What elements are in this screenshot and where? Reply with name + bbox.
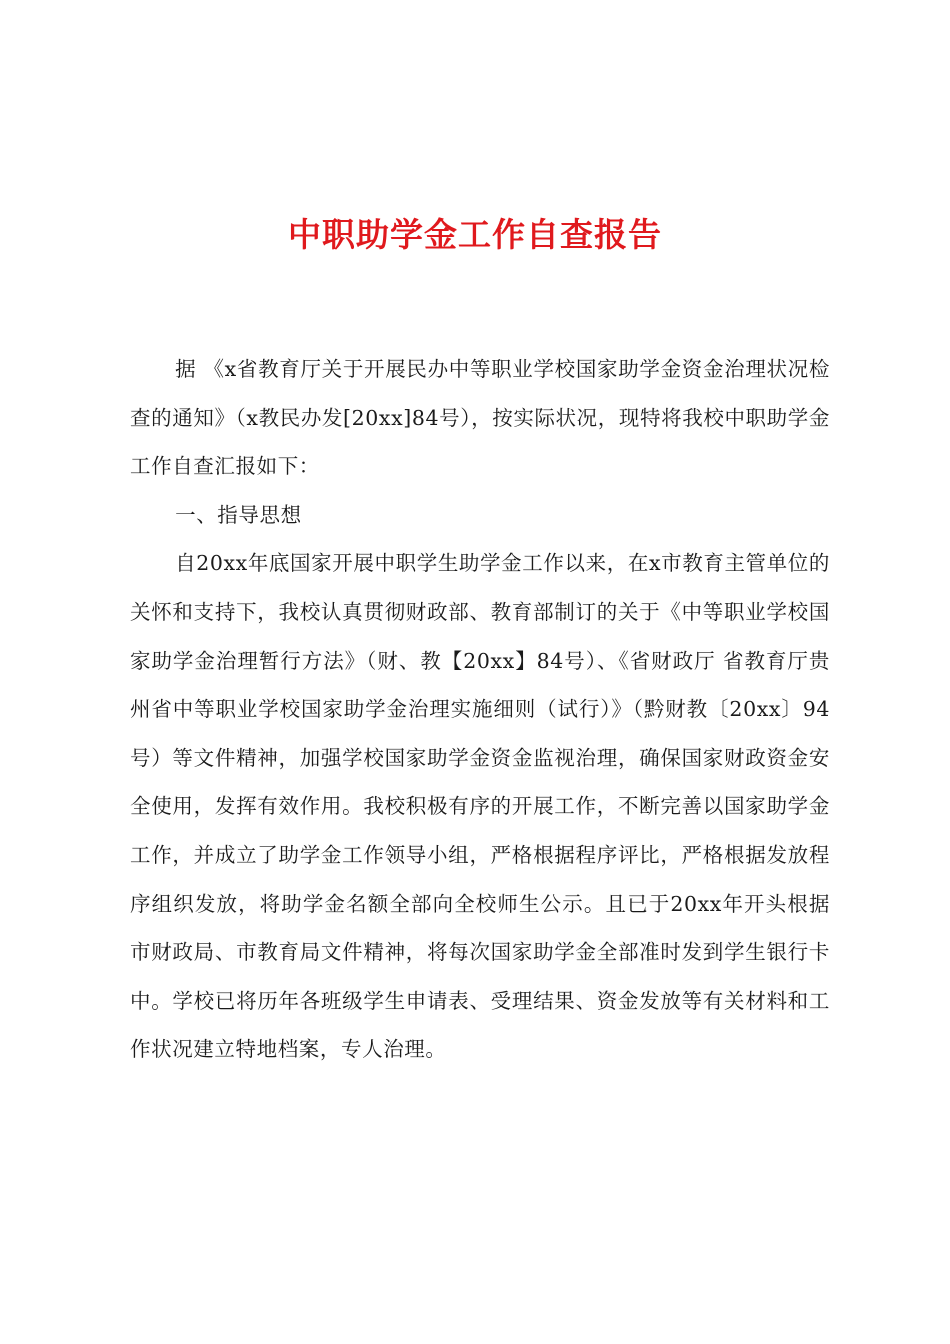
paragraph-intro: 据 《x省教育厅关于开展民办中等职业学校国家助学金资金治理状况检查的通知》（x教民办发[20xx]84号），按实际状况，现特将我校中职助学金工作自查汇报如下： bbox=[130, 357, 830, 479]
section-heading-guiding-thought: 一、指导思想 bbox=[175, 502, 302, 527]
document-body bbox=[130, 345, 830, 1074]
document-title: 中职助学金工作自查报告 bbox=[288, 215, 662, 254]
paragraph-guiding-thought: 自20xx年底国家开展中职学生助学金工作以来，在x市教育主管单位的关怀和支持下，我校认真贯彻财政部、教育部制订的关于《中等职业学校国家助学金治理暂行方法》（财、教【20xx】84号）、《省财政厅 省教育厅贵州省中等职业学校国家助学金治理实施细则（试行）》（黔财教〔20xx〕94号）等文件精神，加强学校国家助学金资金监视治理，确保国家财政资金安全使用，发挥有效作用。我校积极有序的开展工作，不断完善以国家助学金工作，并成立了助学金工作领导小组，严格根据程序评比，严格根据发放程序组织发放，将助学金名额全部向全校师生公示。且已于20xx年开头根据市财政局、市教育局文件精神，将每次国家助学金全部准时发到学生银行卡中。学校已将历年各班级学生申请表、受理结果、资金发放等有关材料和工作状况建立特地档案，专人治理。 bbox=[130, 551, 830, 1062]
